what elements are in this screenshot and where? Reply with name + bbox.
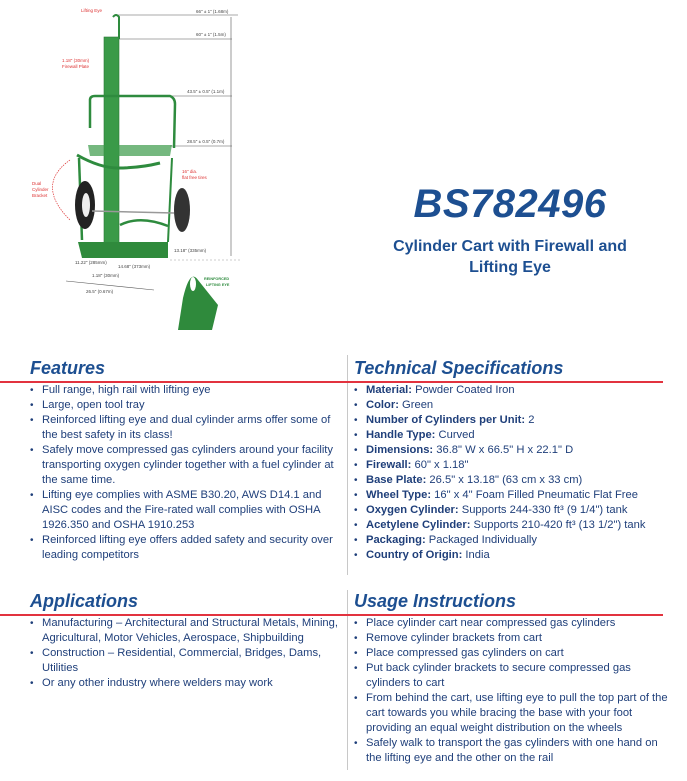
spec-item-cylinders: • Number of Cylinders per Unit: 2 (354, 413, 674, 428)
applications-section (30, 590, 345, 691)
usage-item: • Put back cylinder brackets to secure compressed gas cylinders to cart (354, 661, 672, 691)
applications-list (30, 616, 345, 691)
model-number: BS782496 (413, 182, 607, 226)
features-section (30, 357, 345, 563)
spec-item-material: • Material: Powder Coated Iron (354, 383, 674, 398)
feature-item: • Reinforced lifting eye and dual cylinder arms offer some of the best safety in its class! (30, 413, 345, 443)
svg-text:Dual: Dual (32, 181, 42, 186)
subtitle-line-1: Cylinder Cart with Firewall and (393, 238, 627, 255)
subtitle-line-2: Lifting Eye (469, 259, 551, 276)
svg-text:13.18" (335mm): 13.18" (335mm) (174, 248, 207, 253)
specs-section (354, 357, 674, 563)
specs-list (354, 383, 674, 563)
usage-item: • Remove cylinder brackets from cart (354, 631, 672, 646)
usage-section (354, 590, 672, 766)
product-title-block (360, 180, 660, 278)
usage-item: • Place cylinder cart near compressed gas cylinders (354, 616, 672, 631)
application-item: • Or any other industry where welders may work (30, 676, 345, 691)
svg-text:66" ± 1" (1.68m): 66" ± 1" (1.68m) (196, 9, 229, 14)
feature-item: • Reinforced lifting eye offers added safety and security over leading competitors (30, 533, 345, 563)
spec-item-handle: • Handle Type: Curved (354, 428, 674, 443)
features-list (30, 383, 345, 563)
svg-text:14.68" (373mm): 14.68" (373mm) (118, 264, 151, 269)
svg-text:43.5" ± 0.5" (1.1m): 43.5" ± 0.5" (1.1m) (187, 89, 225, 94)
applications-heading: Applications (30, 591, 139, 611)
feature-item: • Full range, high rail with lifting eye (30, 383, 345, 398)
svg-text:REINFORCED: REINFORCED (204, 277, 230, 281)
svg-text:60" ± 1" (1.5m): 60" ± 1" (1.5m) (196, 32, 226, 37)
svg-text:Firewall Plate: Firewall Plate (62, 64, 90, 69)
application-item: • Construction – Residential, Commercial, Bridges, Dams, Utilities (30, 646, 345, 676)
usage-item: • Safely walk to transport the gas cylinders with one hand on the lifting eye and the other on the rail (354, 736, 672, 766)
spec-item-origin: • Country of Origin: India (354, 548, 674, 563)
spec-item-acetylene: • Acetylene Cylinder: Supports 210-420 ft³ (13 1/2") tank (354, 518, 674, 533)
spec-item-packaging: • Packaging: Packaged Individually (354, 533, 674, 548)
svg-text:Lifting Eye: Lifting Eye (81, 8, 103, 13)
svg-text:26.5" (0.67m): 26.5" (0.67m) (86, 289, 114, 294)
cylinder-cart-illustration (0, 0, 270, 330)
column-divider-bottom (347, 590, 348, 770)
feature-item: • Large, open tool tray (30, 398, 345, 413)
spec-item-base-plate: • Base Plate: 26.5" x 13.18" (63 cm x 33 cm) (354, 473, 674, 488)
application-item: • Manufacturing – Architectural and Structural Metals, Mining, Agricultural, Motor Vehicles, Aerospace, Shipbuilding (30, 616, 345, 646)
svg-text:1.18" (30mm): 1.18" (30mm) (62, 58, 90, 63)
svg-text:28.5" ± 0.5" (0.7m): 28.5" ± 0.5" (0.7m) (187, 139, 225, 144)
product-subtitle (360, 236, 660, 278)
spec-item-dimensions: • Dimensions: 36.8" W x 66.5" H x 22.1" D (354, 443, 674, 458)
feature-item: • Lifting eye complies with ASME B30.20, AWS D14.1 and AISC codes and the Fire-rated wall complies with OSHA 1926.350 and OSHA 1910.253 (30, 488, 345, 533)
svg-text:16" dia.: 16" dia. (182, 169, 198, 174)
svg-text:LIFTING EYE: LIFTING EYE (206, 283, 230, 287)
spec-item-wheel-type: • Wheel Type: 16" x 4" Foam Filled Pneumatic Flat Free (354, 488, 674, 503)
svg-text:Bracket: Bracket (32, 193, 48, 198)
usage-item: • Place compressed gas cylinders on cart (354, 646, 672, 661)
feature-item: • Safely move compressed gas cylinders around your facility transporting oxygen cylinder together with a fuel cylinder at the same time. (30, 443, 345, 488)
spec-item-oxygen: • Oxygen Cylinder: Supports 244-330 ft³ (9 1/4") tank (354, 503, 674, 518)
svg-text:1.18" (30mm): 1.18" (30mm) (92, 273, 120, 278)
column-divider-top (347, 355, 348, 575)
spec-item-firewall: • Firewall: 60" x 1.18" (354, 458, 674, 473)
svg-text:11.22" (285mm): 11.22" (285mm) (75, 260, 107, 265)
specs-heading: Technical Specifications (354, 358, 564, 378)
usage-heading: Usage Instructions (354, 591, 517, 611)
svg-text:flat free tires: flat free tires (182, 175, 207, 180)
spec-item-color: • Color: Green (354, 398, 674, 413)
usage-list (354, 616, 672, 766)
product-diagram (0, 0, 270, 330)
svg-text:Cylinder: Cylinder (32, 187, 49, 192)
features-heading: Features (30, 358, 106, 378)
usage-item: • From behind the cart, use lifting eye to pull the top part of the cart towards you while bracing the base with your foot providing an equal weight distribution on the wheels (354, 691, 672, 736)
